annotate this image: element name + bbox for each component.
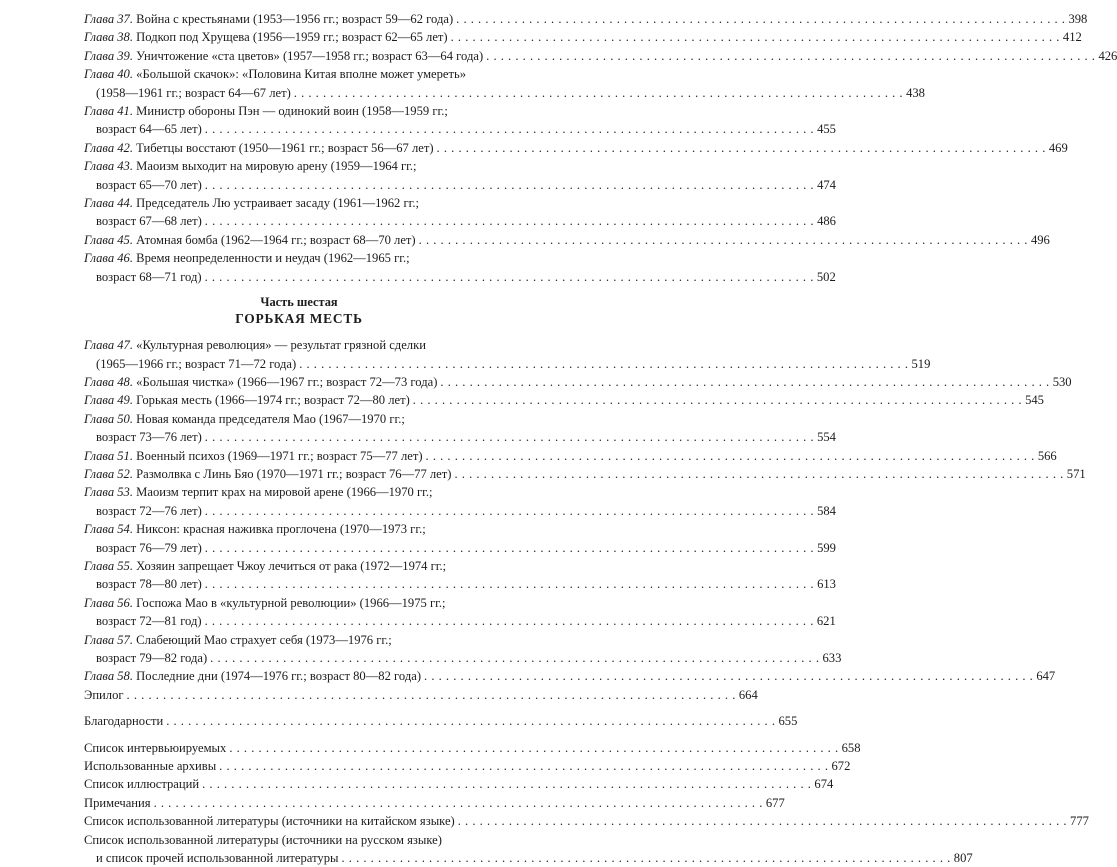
leader-dots — [454, 465, 1063, 483]
toc-entry — [84, 65, 925, 102]
toc-line — [84, 775, 834, 793]
page-number: 807 — [953, 851, 973, 866]
entry-text — [84, 757, 216, 775]
entry-text — [84, 794, 151, 812]
toc-line — [84, 336, 514, 354]
chapter-label: Глава 51. — [84, 448, 134, 463]
chapter-title: возраст 72—81 год) — [96, 614, 202, 629]
page-number: 474 — [817, 177, 836, 192]
chapter-list-part-five — [84, 10, 1117, 286]
chapter-title: возраст 65—70 лет) — [96, 177, 202, 192]
toc-line — [84, 231, 1050, 249]
toc-line — [84, 428, 836, 446]
chapter-title: Горькая месть (1966—1974 гг.; возраст 72—80 лет) — [136, 393, 410, 408]
entry-text — [84, 594, 446, 612]
chapter-list-part-six — [84, 336, 1086, 686]
entry-text — [84, 465, 451, 483]
page-number: 599 — [817, 540, 836, 555]
toc-entry — [84, 812, 1089, 830]
chapter-title: и список прочей использованной литературы — [96, 851, 339, 866]
entry-text — [84, 157, 417, 175]
toc-entry — [84, 231, 1050, 249]
leader-dots — [486, 47, 1095, 65]
chapter-label: Глава 43. — [84, 159, 134, 174]
leader-dots — [437, 139, 1046, 157]
leader-dots — [440, 373, 1049, 391]
toc-line — [84, 84, 925, 102]
toc-line — [84, 757, 851, 775]
chapter-label: Глава 45. — [84, 232, 134, 247]
chapter-title: Использованные архивы — [84, 759, 217, 774]
toc-line — [84, 812, 1089, 830]
entry-text — [84, 447, 423, 465]
chapter-label: Глава 53. — [84, 485, 134, 500]
chapter-title: Список использованной литературы (источники на русском языке) — [84, 832, 442, 847]
toc-line — [84, 212, 836, 230]
toc-line — [84, 373, 1072, 391]
toc-entry — [84, 139, 1068, 157]
entry-text — [84, 410, 405, 428]
toc-line — [84, 594, 514, 612]
toc-entry — [84, 757, 851, 775]
page-number: 455 — [817, 122, 836, 137]
toc-line — [84, 502, 836, 520]
chapter-title: возраст 78—80 лет) — [96, 577, 202, 592]
toc-line — [84, 157, 514, 175]
leader-dots — [205, 575, 814, 593]
chapter-title: возраст 79—82 года) — [96, 651, 208, 665]
entry-text — [84, 65, 466, 83]
chapter-title: Маоизм выходит на мировую арену (1959—1964 гг.; — [136, 159, 417, 174]
leader-dots — [294, 84, 903, 102]
toc-entry — [84, 249, 836, 286]
toc-entry — [84, 520, 836, 557]
chapter-title: Госпожа Мао в «культурной революции» (1966—1975 гг.; — [136, 595, 446, 610]
chapter-label: Глава 57. — [84, 632, 134, 647]
leader-dots — [299, 355, 908, 373]
chapter-title: «Культурная революция» — результат грязной сделки — [136, 338, 426, 353]
chapter-title: Список интервьюируемых — [84, 740, 227, 755]
leader-dots — [127, 686, 736, 704]
page-number: 633 — [822, 651, 842, 665]
toc-line — [84, 631, 514, 649]
chapter-label: Глава 41. — [84, 104, 134, 119]
page-number: 571 — [1066, 466, 1086, 481]
chapter-title: «Большой скачок»: «Половина Китая вполне может умереть» — [136, 67, 467, 82]
toc-entry — [84, 410, 836, 447]
chapter-title: Хозяин запрещает Чжоу лечиться от рака (1972—1974 гг.; — [136, 558, 447, 573]
chapter-title: возраст 72—76 лет) — [96, 503, 202, 518]
page-number: 469 — [1048, 140, 1068, 155]
chapter-title: Слабеющий Мао страхует себя (1973—1976 гг.; — [136, 632, 392, 647]
chapter-label: Глава 52. — [84, 466, 134, 481]
toc-line — [84, 10, 1088, 28]
back-matter-list — [84, 739, 1089, 867]
toc-line — [84, 849, 973, 867]
leader-dots — [456, 10, 1065, 28]
chapter-title: возраст 73—76 лет) — [96, 430, 202, 445]
leader-dots — [205, 612, 814, 630]
entry-text — [84, 775, 199, 793]
toc-entry — [84, 447, 1057, 465]
toc-entry — [84, 594, 836, 631]
toc-line — [84, 65, 514, 83]
toc-line — [84, 539, 836, 557]
toc-line — [84, 483, 514, 501]
leader-dots — [341, 849, 950, 867]
leader-dots — [424, 667, 1033, 685]
chapter-label: Глава 42. — [84, 140, 134, 155]
toc-entry — [84, 157, 836, 194]
entry-text — [84, 139, 434, 157]
toc-entry — [84, 102, 836, 139]
toc-line — [84, 139, 1068, 157]
page-number: 584 — [817, 503, 836, 518]
entry-text — [96, 355, 296, 373]
entry-text — [96, 502, 202, 520]
entry-text — [96, 268, 202, 286]
toc-entry-epilogue — [84, 686, 758, 704]
entry-text — [96, 612, 202, 630]
chapter-title: Война с крестьянами (1953—1956 гг.; возраст 59—62 года) — [136, 12, 454, 26]
toc-entry — [84, 28, 1082, 46]
page-number: 412 — [1062, 30, 1082, 45]
toc-entry — [84, 47, 1117, 65]
toc-entry — [84, 483, 836, 520]
toc-line — [84, 520, 514, 538]
leader-dots — [458, 812, 1067, 830]
page-number: 658 — [841, 740, 861, 755]
chapter-title: Время неопределенности и неудач (1962—1965 гг.; — [136, 251, 410, 266]
chapter-title: Военный психоз (1969—1971 гг.; возраст 75—77 лет) — [136, 448, 423, 463]
entry-text — [96, 649, 207, 667]
chapter-title: (1965—1966 гг.; возраст 71—72 года) — [96, 356, 297, 371]
entry-text — [84, 373, 437, 391]
chapter-label: Глава 56. — [84, 595, 134, 610]
page-number: 438 — [906, 85, 925, 100]
chapter-label: Глава 46. — [84, 251, 134, 266]
leader-dots — [210, 649, 819, 667]
toc-line — [84, 355, 931, 373]
chapter-label: Глава 54. — [84, 522, 134, 537]
leader-dots — [205, 268, 814, 286]
toc-entry — [84, 667, 1056, 685]
page-number: 647 — [1036, 669, 1056, 684]
chapter-label: Глава 39. — [84, 48, 134, 63]
entry-text — [84, 520, 426, 538]
toc-entry — [84, 10, 1088, 28]
entry-text — [96, 176, 202, 194]
entry-text — [84, 231, 416, 249]
entry-text — [96, 428, 202, 446]
page-number: 486 — [817, 214, 836, 229]
entry-text — [96, 212, 202, 230]
toc-entry — [84, 775, 834, 793]
chapter-title: Министр обороны Пэн — одинокий воин (1958—1959 гг.; — [136, 104, 448, 119]
entry-text — [84, 47, 483, 65]
toc-entry — [84, 831, 973, 867]
page-number: 566 — [1037, 448, 1057, 463]
entry-text — [96, 84, 291, 102]
leader-dots — [205, 502, 814, 520]
toc-line — [84, 391, 1044, 409]
entry-text — [84, 831, 442, 849]
page-number: 426 — [1098, 48, 1117, 63]
toc-line — [84, 47, 1117, 65]
leader-dots — [426, 447, 1035, 465]
toc-line — [84, 410, 514, 428]
leader-dots — [205, 176, 814, 194]
page-number: 621 — [816, 614, 836, 629]
page-number: 530 — [1052, 374, 1072, 389]
toc-entry — [84, 739, 861, 757]
entry-title: Благодарности — [84, 714, 164, 729]
toc-line — [84, 268, 836, 286]
chapter-label: Глава 40. — [84, 67, 134, 82]
chapter-title: Примечания — [84, 795, 151, 810]
chapter-title: Атомная бомба (1962—1964 гг.; возраст 68—70 лет) — [136, 232, 416, 247]
toc-entry — [84, 557, 836, 594]
entry-text — [84, 812, 455, 830]
entry-text — [96, 575, 202, 593]
page-number: 672 — [831, 759, 851, 774]
chapter-label: Глава 50. — [84, 411, 134, 426]
chapter-title: возраст 64—65 лет) — [96, 122, 202, 137]
chapter-label: Глава 37. — [84, 12, 134, 26]
page-number: 777 — [1070, 814, 1089, 829]
chapter-title: «Большая чистка» (1966—1967 гг.; возраст 72—73 года) — [136, 374, 438, 389]
entry-text — [84, 194, 419, 212]
toc-line — [84, 739, 861, 757]
entry-text — [84, 631, 392, 649]
entry-text — [84, 667, 421, 685]
toc-entry — [84, 336, 931, 373]
page-number: 519 — [911, 356, 931, 371]
toc-line — [84, 831, 514, 849]
entry-text — [84, 557, 446, 575]
toc-entry — [84, 194, 836, 231]
chapter-label: Глава 47. — [84, 338, 134, 353]
entry-text — [84, 391, 410, 409]
chapter-label: Глава 49. — [84, 393, 134, 408]
entry-text — [96, 849, 338, 867]
toc-line — [84, 612, 836, 630]
toc-line — [84, 649, 842, 667]
leader-dots — [205, 120, 814, 138]
toc-entry — [84, 465, 1086, 483]
chapter-label: Глава 44. — [84, 196, 134, 211]
chapter-title: Председатель Лю устраивает засаду (1961—1962 гг.; — [136, 196, 420, 211]
leader-dots — [419, 231, 1028, 249]
toc-line — [84, 794, 785, 812]
chapter-title: Список использованной литературы (источники на китайском языке) — [84, 814, 455, 829]
leader-dots — [413, 391, 1022, 409]
page-number: 398 — [1068, 12, 1088, 26]
page-number: 664 — [738, 687, 758, 702]
entry-text — [84, 102, 448, 120]
chapter-label: Глава 55. — [84, 558, 134, 573]
chapter-title: возраст 68—71 год) — [96, 269, 202, 284]
chapter-title: Уничтожение «ста цветов» (1957—1958 гг.; возраст 63—64 года) — [136, 48, 484, 63]
entry-text — [96, 539, 202, 557]
leader-dots — [202, 775, 811, 793]
toc-line — [84, 575, 836, 593]
toc-entry — [84, 794, 785, 812]
chapter-title: Последние дни (1974—1976 гг.; возраст 80—82 года) — [136, 669, 422, 684]
leader-dots — [205, 539, 814, 557]
chapter-title: Маоизм терпит крах на мировой арене (1966—1970 гг.; — [136, 485, 433, 500]
toc-line — [84, 102, 514, 120]
chapter-label: Глава 38. — [84, 30, 134, 45]
chapter-title: Размолвка с Линь Бяо (1970—1971 гг.; возраст 76—77 лет) — [136, 466, 452, 481]
chapter-title: Подкоп под Хрущева (1956—1959 гг.; возраст 62—65 лет) — [136, 30, 448, 45]
toc-line — [84, 249, 514, 267]
page-number: 496 — [1030, 232, 1050, 247]
chapter-title: (1958—1961 гг.; возраст 64—67 лет) — [96, 85, 291, 100]
leader-dots — [154, 794, 763, 812]
entry-title: Эпилог — [84, 687, 124, 702]
chapter-title: Тибетцы восстают (1950—1961 гг.; возраст 56—67 лет) — [136, 140, 434, 155]
toc-line — [84, 557, 514, 575]
toc-entry-acknowledgements — [84, 712, 798, 730]
page-number: 545 — [1025, 393, 1044, 408]
entry-text — [84, 739, 226, 757]
leader-dots — [229, 739, 838, 757]
entry-text — [84, 10, 453, 28]
page-number: 655 — [778, 714, 798, 729]
toc-line — [84, 28, 1082, 46]
entry-text — [84, 336, 426, 354]
toc-entry — [84, 391, 1044, 409]
page-number: 674 — [814, 777, 834, 792]
toc-line — [84, 194, 514, 212]
chapter-title: Новая команда председателя Мао (1967—1970 гг.; — [136, 411, 405, 426]
leader-dots — [205, 428, 814, 446]
toc-line — [84, 176, 836, 194]
entry-text — [84, 483, 433, 501]
part-title: ГОРЬКАЯ МЕСТЬ — [235, 311, 363, 327]
toc-entry — [84, 631, 842, 668]
table-of-contents — [84, 10, 1117, 867]
part-heading — [84, 294, 514, 328]
page-number: 554 — [817, 430, 836, 445]
chapter-label: Глава 48. — [84, 374, 134, 389]
part-label: Часть шестая — [260, 295, 338, 310]
entry-text — [84, 249, 410, 267]
chapter-title: возраст 67—68 лет) — [96, 214, 202, 229]
page-number: 677 — [765, 795, 785, 810]
toc-line — [84, 667, 1056, 685]
chapter-title: Никсон: красная наживка проглочена (1970—1973 гг.; — [136, 522, 426, 537]
page-number: 613 — [817, 577, 836, 592]
toc-line — [84, 120, 836, 138]
toc-line — [84, 447, 1057, 465]
page-number: 502 — [816, 269, 836, 284]
chapter-label: Глава 58. — [84, 669, 134, 684]
chapter-title: возраст 76—79 лет) — [96, 540, 202, 555]
entry-text — [96, 120, 202, 138]
leader-dots — [205, 212, 814, 230]
entry-text — [84, 28, 448, 46]
chapter-title: Список иллюстраций — [84, 777, 200, 792]
toc-line — [84, 465, 1086, 483]
leader-dots — [166, 712, 775, 730]
toc-entry — [84, 373, 1072, 391]
leader-dots — [219, 757, 828, 775]
leader-dots — [451, 28, 1060, 46]
